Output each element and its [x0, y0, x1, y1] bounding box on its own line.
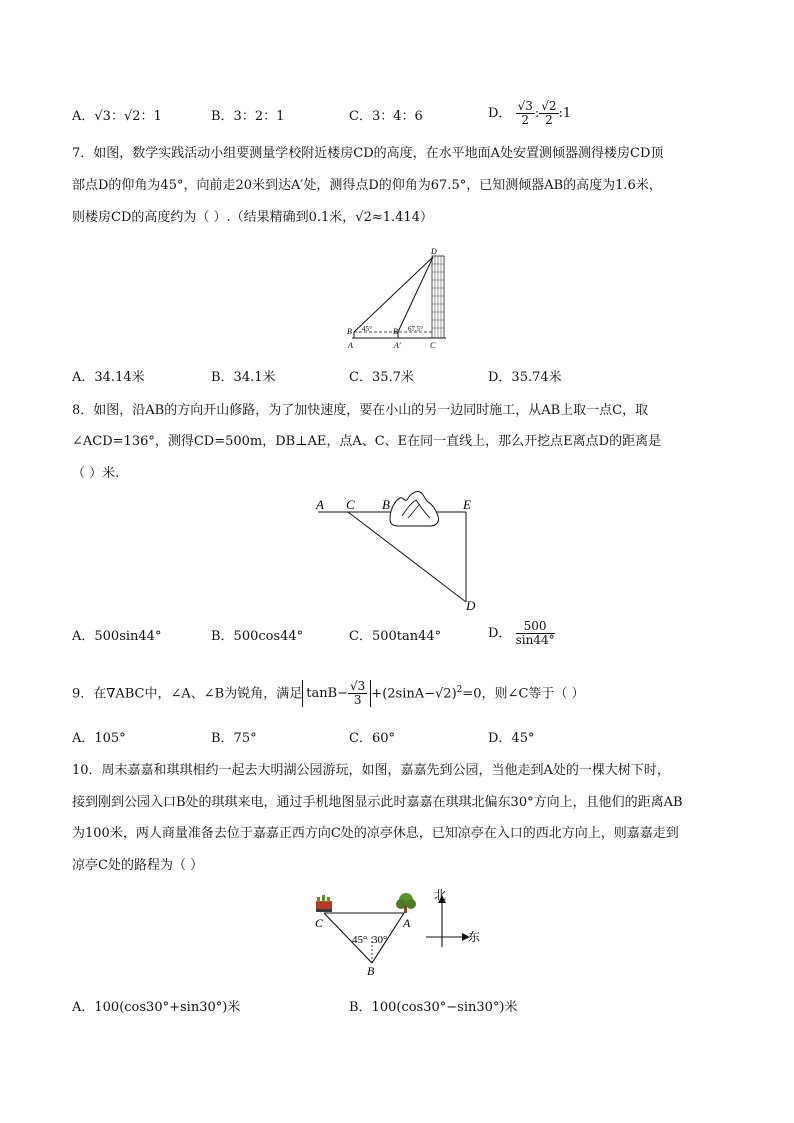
q6-d-sep: :	[534, 106, 540, 121]
label-b: B	[382, 497, 390, 512]
q10-stem-line-2: 接到刚到公园入口B处的琪琪来电，通过手机地图显示此时嘉嘉在琪琪北偏东30°方向上，且他们的距离AB	[72, 795, 683, 810]
label-b: B	[347, 327, 352, 336]
label-a: A	[316, 497, 324, 512]
q7-option-c[interactable]: C．35.7米	[349, 370, 414, 385]
q6-option-d-fraction-1	[516, 100, 535, 127]
q6-option-a[interactable]: A．√3：√2：1	[72, 109, 162, 124]
q8-option-a[interactable]: A．500sin44°	[72, 629, 162, 644]
label-angle-675: 67.5°	[408, 325, 424, 333]
q8-option-b[interactable]: B．500cos44°	[211, 629, 304, 644]
q9-option-a[interactable]: A．105°	[72, 731, 126, 746]
q10-stem-line-3: 为100米，两人商量准备去位于嘉嘉正西方向C处的凉亭休息，已知凉亭在入口的西北方向上，则嘉嘉走到	[72, 826, 679, 841]
q10-figure	[308, 885, 488, 981]
label-c: C	[315, 916, 324, 930]
label-north: 北	[434, 888, 447, 902]
label-b-prime: B′	[393, 327, 400, 336]
q9-abs-fraction	[348, 680, 367, 707]
q6-option-c[interactable]: C．3：4：6	[349, 109, 423, 124]
q9-suffix: =0，则∠C等于（ ）	[462, 686, 585, 702]
q9-abs-value	[302, 680, 371, 707]
label-d: D	[466, 598, 476, 613]
q9-abs-den: 3	[353, 693, 362, 708]
q6-option-d[interactable]	[488, 100, 571, 127]
q9-abs-text: tanB−	[306, 686, 349, 702]
label-c: C	[346, 497, 355, 512]
building-cd	[432, 256, 444, 338]
label-c: C	[430, 341, 436, 350]
q8-option-d-label: D．	[488, 626, 512, 641]
q9-stem	[72, 679, 585, 707]
q8-stem-line-2: ∠ACD=136°，测得CD=500m，DB⊥AE，点A、C、E在同一直线上，那么开挖点E离点D的距离是	[72, 434, 662, 449]
q10-stem-line-1: 10．周末嘉嘉和琪琪相约一起去大明湖公园游玩，如图，嘉嘉先到公园，当他走到A处的一棵大树下时，	[72, 763, 670, 778]
q6-d-f1-num: √3	[517, 99, 533, 113]
q7-option-b[interactable]: B．34.1米	[211, 370, 276, 385]
q9-middle: +(2sinA−√2)	[371, 686, 457, 702]
q8-figure	[312, 488, 484, 614]
compass-icon	[426, 895, 470, 947]
q7-option-d[interactable]: D．35.74米	[488, 370, 562, 385]
pavilion-icon	[316, 895, 332, 912]
q8-d-den: sin44°	[515, 633, 555, 647]
label-a: A	[403, 916, 411, 930]
q9-abs-num: √3	[350, 679, 366, 694]
q8-option-d[interactable]	[488, 620, 555, 647]
label-angle-30: 30°	[372, 934, 388, 946]
q6-option-d-label: D．	[488, 106, 512, 121]
q6-d-tail: :1	[558, 106, 572, 121]
tree-icon	[396, 893, 416, 913]
q9-option-d[interactable]: D．45°	[488, 731, 535, 746]
q7-stem-line-2: 部点D的仰角为45°，向前走20米到达A′处，测得点D的仰角为67.5°，已知测倾器AB的高度为1.6米，	[72, 178, 662, 193]
q9-option-c[interactable]: C．60°	[349, 731, 395, 746]
label-b: B	[367, 964, 375, 978]
q6-d-f2-num: √2	[541, 99, 557, 113]
q7-stem-line-3: 则楼房CD的高度约为（ ）.（结果精确到0.1米，√2≈1.414）	[72, 210, 433, 225]
label-a-prime: A′	[394, 341, 401, 350]
label-e: E	[463, 497, 471, 512]
q7-figure	[336, 244, 456, 354]
label-angle-45: 45°	[352, 934, 368, 946]
label-angle-45: 45°	[362, 325, 372, 333]
q8-d-num: 500	[516, 620, 555, 634]
q10-option-a[interactable]: A．100(cos30°+sin30°)米	[72, 1000, 241, 1015]
q6-option-b[interactable]: B．3：2：1	[211, 109, 285, 124]
q8-option-c[interactable]: C．500tan44°	[349, 629, 442, 644]
q6-d-f2-den: 2	[545, 113, 553, 127]
line-bd	[354, 257, 433, 332]
q8-stem-line-3: （ ）米.	[72, 466, 120, 481]
q8-stem-line-1: 8．如图，沿AB的方向开山修路，为了加快速度，要在小山的另一边同时施工，从AB上取一点C，取	[72, 403, 649, 418]
q7-option-a[interactable]: A．34.14米	[72, 370, 145, 385]
q7-stem-line-1: 7．如图，数学实践活动小组要测量学校附近楼房CD的高度，在水平地面A处安置测倾器测得楼房CD顶	[72, 146, 664, 161]
label-east: 东	[468, 930, 481, 944]
label-d: D	[431, 247, 437, 256]
mountain-icon	[390, 491, 439, 526]
q9-power: 2	[456, 685, 463, 695]
q6-option-d-fraction-2	[539, 100, 558, 127]
q6-d-f1-den: 2	[521, 113, 530, 127]
q8-option-d-fraction	[516, 620, 555, 647]
q10-option-b[interactable]: B．100(cos30°−sin30°)米	[349, 1000, 518, 1015]
label-a: A	[348, 341, 353, 350]
q10-stem-line-4: 凉亭C处的路程为（ ）	[72, 858, 204, 873]
q9-option-b[interactable]: B．75°	[211, 731, 257, 746]
q9-prefix: 9．在∇ABC中，∠A、∠B为锐角，满足	[72, 686, 303, 702]
line-b2d	[398, 257, 433, 332]
